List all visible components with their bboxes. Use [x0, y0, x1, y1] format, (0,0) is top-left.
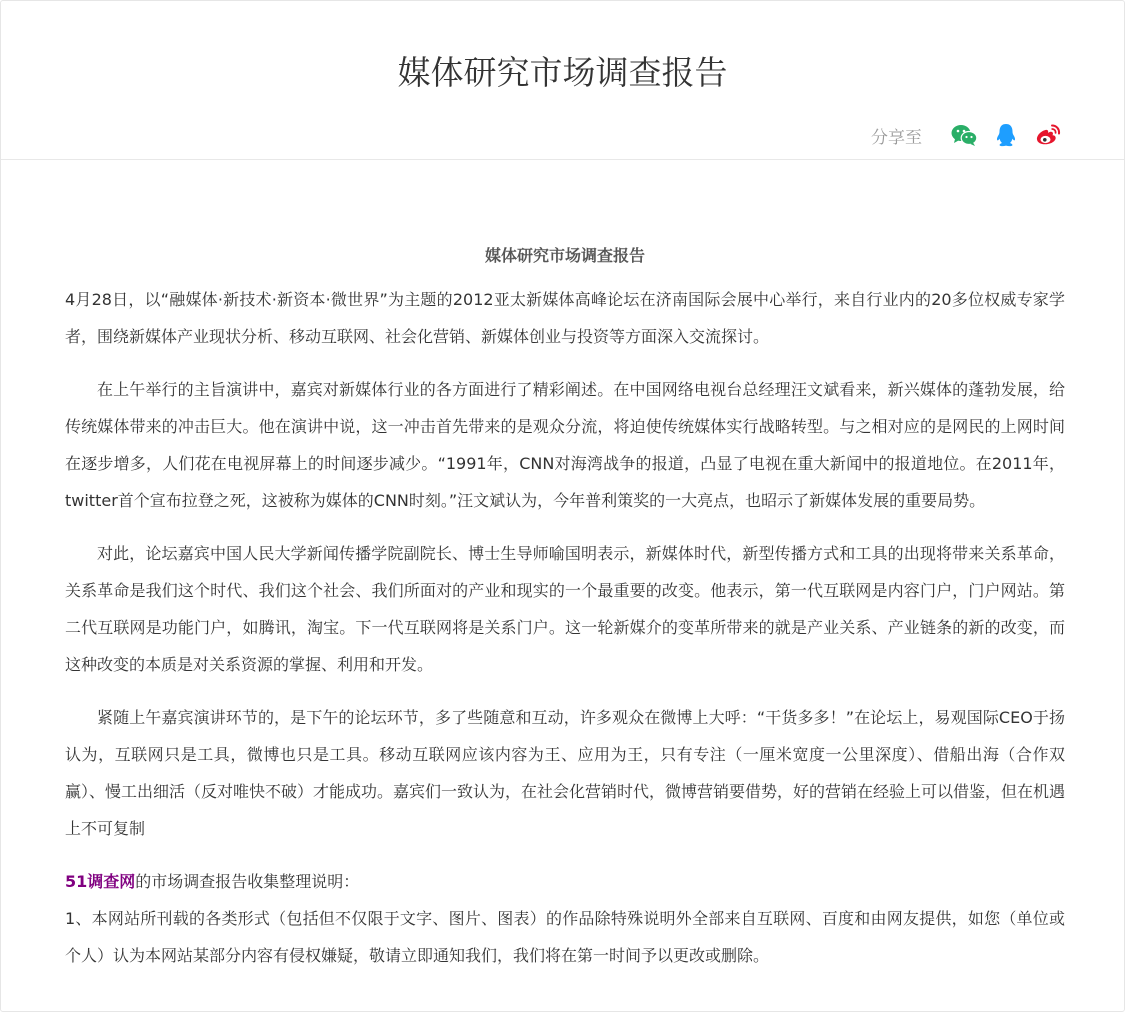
- article-paragraph: 对此，论坛嘉宾中国人民大学新闻传播学院副院长、博士生导师喻国明表示，新媒体时代，新型传播方式和工具的出现将带来关系革命，关系革命是我们这个时代、我们这个社会、我们所面对的产业和现实的一个最重要的改变。他表示，第一代互联网是内容门户，门户网站。第二代互联网是功能门户，如腾讯，淘宝。下一代互联网将是关系门户。这一轮新媒介的变革所带来的就是产业关系、产业链条的新的改变，而这种改变的本质是对关系资源的掌握、利用和开发。: [65, 544, 1065, 674]
- source-notice-text: 的市场调查报告收集整理说明：: [135, 872, 360, 891]
- article-body: [65, 233, 1065, 974]
- qq-icon[interactable]: [992, 121, 1020, 149]
- article-title: 媒体研究市场调查报告: [484, 246, 645, 265]
- source-notice-item: 1、本网站所刊载的各类形式（包括但不仅限于文字、图片、图表）的作品除特殊说明外全部来自互联网、百度和由网友提供，如您（单位或个人）认为本网站某部分内容有侵权嫌疑，敬请立即通知我们，我们将在第一时间予以更改或删除。: [65, 909, 1065, 965]
- share-label: 分享至: [871, 127, 922, 148]
- share-bar: [871, 119, 1062, 151]
- article-paragraph: 在上午举行的主旨演讲中，嘉宾对新媒体行业的各方面进行了精彩阐述。在中国网络电视台总经理汪文斌看来，新兴媒体的蓬勃发展，给传统媒体带来的冲击巨大。他在演讲中说，这一冲击首先带来的是观众分流，将迫使传统媒体实行战略转型。与之相对应的是网民的上网时间在逐步增多，人们花在电视屏幕上的时间逐步减少。“1991年，CNN对海湾战争的报道，凸显了电视在重大新闻中的报道地位。在2011年，twitter首个宣布拉登之死，这被称为媒体的CNN时刻。”汪文斌认为，今年普利策奖的一大亮点，也昭示了新媒体发展的重要局势。: [65, 380, 1065, 510]
- source-notice: [65, 863, 1065, 900]
- article-paragraph: 4月28日，以“融媒体·新技术·新资本·微世界”为主题的2012亚太新媒体高峰论坛在济南国际会展中心举行，来自行业内的20多位权威专家学者，围绕新媒体产业现状分析、移动互联网、社会化营销、新媒体创业与投资等方面深入交流探讨。: [65, 290, 1065, 346]
- site-link[interactable]: 51调查网: [65, 872, 136, 891]
- page-header: [1, 1, 1124, 160]
- wechat-icon[interactable]: [950, 121, 978, 149]
- page-title: 媒体研究市场调查报告: [397, 53, 728, 92]
- weibo-icon[interactable]: [1034, 121, 1062, 149]
- article-paragraph: 紧随上午嘉宾演讲环节的，是下午的论坛环节，多了些随意和互动，许多观众在微博上大呼：“干货多多！”在论坛上，易观国际CEO于扬认为，互联网只是工具，微博也只是工具。移动互联网应该内容为王、应用为王，只有专注（一厘米宽度一公里深度）、借船出海（合作双赢）、慢工出细活（反对唯快不破）才能成功。嘉宾们一致认为，在社会化营销时代，微博营销要借势，好的营销在经验上可以借鉴，但在机遇上不可复制: [65, 708, 1066, 838]
